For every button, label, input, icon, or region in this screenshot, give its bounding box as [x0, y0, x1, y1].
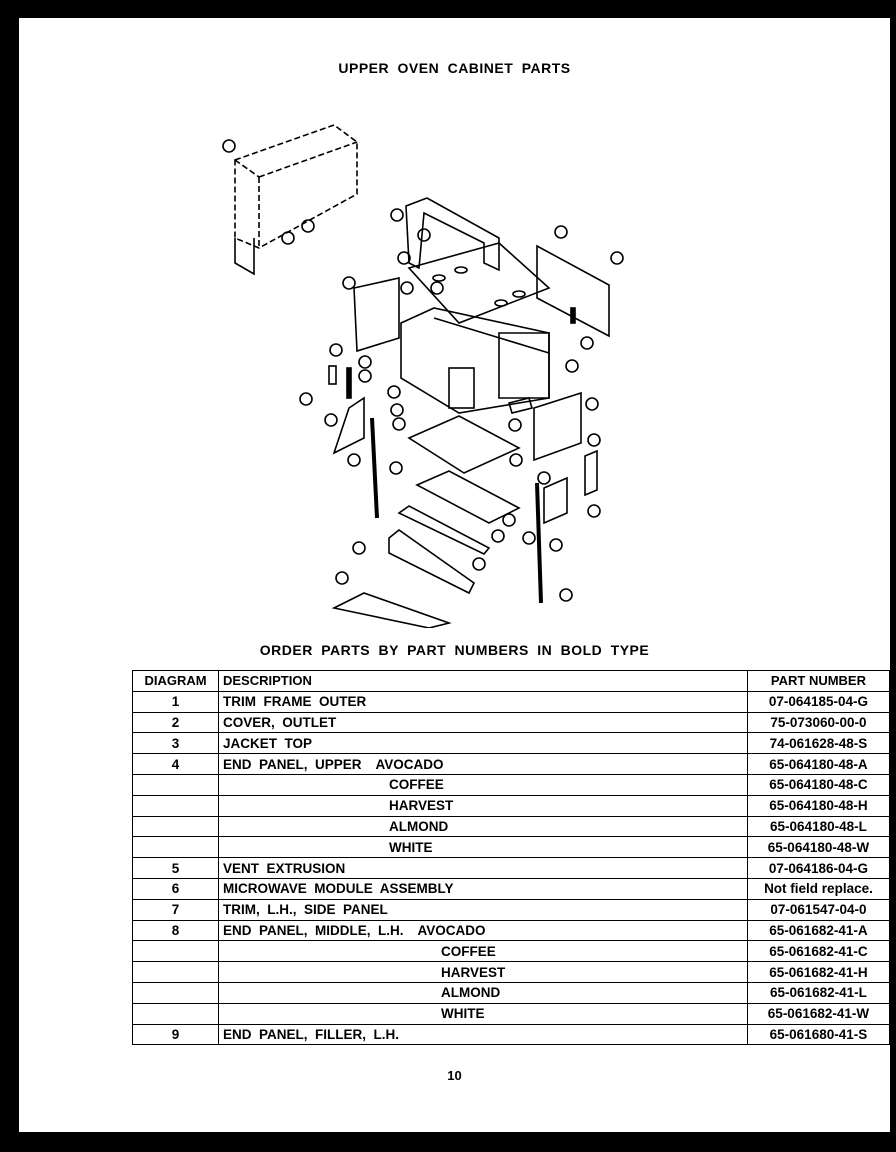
- cell-description: [218, 1003, 747, 1024]
- cell-diagram-number: [133, 837, 219, 858]
- table-row: [133, 754, 890, 775]
- page-number: 10: [447, 1068, 462, 1083]
- color-variant-text: HARVEST: [388, 798, 454, 814]
- table-row: [133, 774, 890, 795]
- color-variant-text: ALMOND: [440, 985, 501, 1001]
- trim-frame-part: [391, 198, 549, 323]
- cell-part-number: 65-064180-48-C: [747, 774, 889, 795]
- table-row: [133, 1003, 890, 1024]
- description-text: END PANEL, UPPER: [222, 756, 362, 772]
- cell-description: [218, 982, 747, 1003]
- description-text: MICROWAVE MODULE ASSEMBLY: [222, 881, 454, 897]
- cell-description: [218, 899, 747, 920]
- cell-diagram-number: [133, 816, 219, 837]
- cell-part-number: 65-061680-41-S: [747, 1024, 889, 1045]
- cell-description: [218, 712, 747, 733]
- cell-part-number: 65-061682-41-L: [747, 982, 889, 1003]
- column-header-diagram: DIAGRAM: [133, 671, 219, 692]
- cell-part-number: 75-073060-00-0: [747, 712, 889, 733]
- column-header-description: DESCRIPTION: [218, 671, 747, 692]
- page-title: UPPER OVEN CABINET PARTS: [338, 60, 571, 76]
- table-row: [133, 878, 890, 899]
- cell-description: [218, 941, 747, 962]
- table-row: [133, 712, 890, 733]
- cell-diagram-number: 2: [133, 712, 219, 733]
- description-text: TRIM FRAME OUTER: [222, 694, 367, 710]
- cell-diagram-number: [133, 795, 219, 816]
- table-row: [133, 858, 890, 879]
- color-variant-text: HARVEST: [440, 964, 506, 980]
- cell-diagram-number: [133, 1003, 219, 1024]
- color-variant-text: WHITE: [440, 1006, 485, 1022]
- cell-part-number: 65-061682-41-C: [747, 941, 889, 962]
- order-instructions-heading: ORDER PARTS BY PART NUMBERS IN BOLD TYPE: [259, 642, 650, 658]
- table-row: [133, 691, 890, 712]
- cell-diagram-number: [133, 774, 219, 795]
- cell-description: [218, 1024, 747, 1045]
- description-text: JACKET TOP: [222, 735, 312, 751]
- color-variant-text: AVOCADO: [375, 756, 444, 772]
- hood-cover-part: [223, 125, 357, 274]
- table-row: [133, 816, 890, 837]
- table-row: [133, 920, 890, 941]
- cell-part-number: 07-064186-04-G: [747, 858, 889, 879]
- cell-part-number: 65-064180-48-H: [747, 795, 889, 816]
- table-row: [133, 941, 890, 962]
- right-side-panels: [509, 393, 600, 495]
- cell-diagram-number: 1: [133, 691, 219, 712]
- end-panel-upper-part: [343, 277, 399, 351]
- cell-part-number: 74-061628-48-S: [747, 733, 889, 754]
- table-row: [133, 837, 890, 858]
- color-variant-text: WHITE: [388, 839, 433, 855]
- back-panel-part: [537, 226, 623, 349]
- table-row: [133, 962, 890, 983]
- table-row: [133, 733, 890, 754]
- cell-part-number: 65-064180-48-A: [747, 754, 889, 775]
- cell-description: [218, 733, 747, 754]
- cell-diagram-number: 6: [133, 878, 219, 899]
- cell-diagram-number: [133, 982, 219, 1003]
- cell-diagram-number: 9: [133, 1024, 219, 1045]
- description-text: END PANEL, FILLER, L.H.: [222, 1026, 399, 1042]
- cell-description: [218, 878, 747, 899]
- cell-diagram-number: [133, 962, 219, 983]
- cell-part-number: 65-064180-48-L: [747, 816, 889, 837]
- cell-description: [218, 858, 747, 879]
- table-header-row: [133, 671, 890, 692]
- description-text: END PANEL, MIDDLE, L.H.: [222, 922, 404, 938]
- color-variant-text: ALMOND: [388, 818, 449, 834]
- cell-description: [218, 795, 747, 816]
- table-row: [133, 795, 890, 816]
- table-row: [133, 982, 890, 1003]
- left-trim-parts: [300, 344, 405, 518]
- column-header-part-number: PART NUMBER: [747, 671, 889, 692]
- cell-part-number: 07-064185-04-G: [747, 691, 889, 712]
- cell-description: [218, 754, 747, 775]
- color-variant-text: COFFEE: [388, 777, 444, 793]
- microwave-module-part: [401, 282, 578, 413]
- exploded-parts-diagram: [199, 98, 639, 628]
- cell-diagram-number: 7: [133, 899, 219, 920]
- description-text: COVER, OUTLET: [222, 714, 337, 730]
- description-text: VENT EXTRUSION: [222, 860, 346, 876]
- cell-description: [218, 962, 747, 983]
- cell-diagram-number: 5: [133, 858, 219, 879]
- cell-part-number: 65-061682-41-H: [747, 962, 889, 983]
- cell-part-number: 65-061682-41-W: [747, 1003, 889, 1024]
- cell-part-number: 65-061682-41-A: [747, 920, 889, 941]
- cell-description: [218, 691, 747, 712]
- cell-diagram-number: 3: [133, 733, 219, 754]
- cell-description: [218, 816, 747, 837]
- color-variant-text: AVOCADO: [417, 922, 486, 938]
- table-row: [133, 899, 890, 920]
- parts-table: [132, 670, 890, 1045]
- cell-diagram-number: [133, 941, 219, 962]
- color-variant-text: COFFEE: [440, 943, 496, 959]
- cell-description: [218, 774, 747, 795]
- cell-description: [218, 837, 747, 858]
- description-text: TRIM, L.H., SIDE PANEL: [222, 902, 388, 918]
- cell-description: [218, 920, 747, 941]
- cell-part-number: 07-061547-04-0: [747, 899, 889, 920]
- table-row: [133, 1024, 890, 1045]
- cell-part-number: 65-064180-48-W: [747, 837, 889, 858]
- cell-diagram-number: 8: [133, 920, 219, 941]
- cell-part-number: Not field replace.: [747, 878, 889, 899]
- cell-diagram-number: 4: [133, 754, 219, 775]
- document-page: [19, 18, 890, 1132]
